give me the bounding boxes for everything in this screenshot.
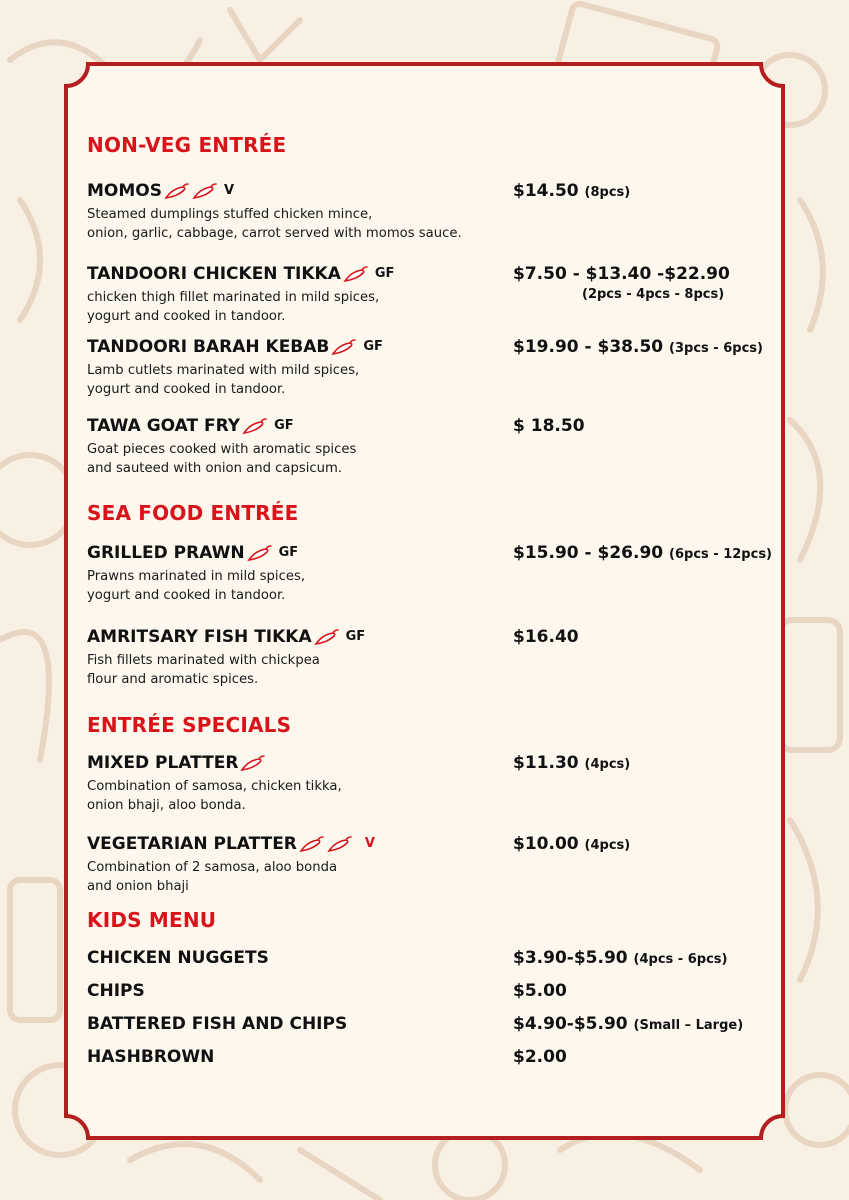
- dietary-tag: GF: [363, 339, 383, 354]
- chili-icon: [331, 337, 357, 357]
- dietary-tag: V: [364, 836, 375, 851]
- item-price: $14.50 (8pcs): [513, 181, 631, 201]
- item-price: $16.40: [513, 627, 579, 647]
- menu-item-hashbrown: [87, 1046, 807, 1068]
- menu-item-amritsary-fish-tikka: [87, 626, 807, 689]
- chili-icon: [242, 416, 268, 436]
- dietary-tag: GF: [278, 545, 299, 560]
- item-price: $5.00: [513, 981, 567, 1001]
- price-note: (4pcs): [584, 838, 631, 853]
- item-name: TANDOORI BARAH KEBAB: [87, 337, 330, 357]
- item-price: $2.00: [513, 1047, 567, 1067]
- item-name: VEGETARIAN PLATTER: [87, 834, 297, 854]
- item-description: Combination of 2 samosa, aloo bonda and onion bhaji: [87, 860, 338, 894]
- section-title-sea-food: SEA FOOD ENTRÉE: [87, 501, 299, 525]
- spice-level: [341, 263, 369, 285]
- spice-level: [245, 542, 273, 564]
- item-name: TANDOORI CHICKEN TIKKA: [87, 264, 341, 284]
- section-title-non-veg: NON-VEG ENTRÉE: [87, 133, 287, 157]
- price-note: (4pcs): [584, 757, 631, 772]
- item-price: $ 18.50: [513, 416, 585, 436]
- spice-level: [238, 752, 266, 774]
- dietary-tag: GF: [374, 266, 395, 281]
- price-note: (6pcs - 12pcs): [669, 547, 772, 562]
- dietary-tag: GF: [274, 418, 294, 433]
- item-description: Lamb cutlets marinated with mild spices, yogurt and cooked in tandoor.: [87, 363, 360, 397]
- chili-icon: [240, 753, 266, 773]
- item-price: $10.00 (4pcs): [513, 834, 631, 854]
- item-description: Steamed dumplings stuffed chicken mince, onion, garlic, cabbage, carrot served with momos sauce.: [87, 207, 462, 241]
- chili-icon: [314, 627, 340, 647]
- spice-level: [240, 415, 268, 437]
- price-note: (3pcs - 6pcs): [669, 341, 763, 356]
- price-note: (Small – Large): [633, 1018, 744, 1033]
- item-price: $4.90-$5.90 (Small – Large): [513, 1014, 744, 1034]
- dietary-tag: V: [223, 183, 235, 198]
- price-note: (2pcs - 4pcs - 8pcs): [582, 287, 725, 302]
- menu-item-mixed-platter: [87, 752, 807, 815]
- spice-level: [297, 833, 353, 855]
- menu-item-chips: [87, 980, 807, 1002]
- item-price: $11.30 (4pcs): [513, 753, 631, 773]
- item-name: MIXED PLATTER: [87, 753, 239, 773]
- item-price: $15.90 - $26.90 (6pcs - 12pcs): [513, 543, 772, 563]
- chili-icon: [192, 181, 218, 201]
- item-price: $3.90-$5.90 (4pcs - 6pcs): [513, 948, 728, 968]
- price-note: (8pcs): [584, 185, 631, 200]
- spice-level: [162, 180, 218, 202]
- item-name: BATTERED FISH AND CHIPS: [87, 1014, 348, 1034]
- item-description: Fish fillets marinated with chickpea flour and aromatic spices.: [87, 653, 320, 687]
- spice-level: [329, 336, 357, 358]
- item-description: chicken thigh fillet marinated in mild spices, yogurt and cooked in tandoor.: [87, 290, 380, 324]
- item-name: HASHBROWN: [87, 1047, 215, 1067]
- chili-icon: [247, 543, 273, 563]
- chili-icon: [299, 834, 325, 854]
- item-name: AMRITSARY FISH TIKKA: [87, 627, 312, 647]
- item-price: $19.90 - $38.50 (3pcs - 6pcs): [513, 337, 763, 357]
- price-note: (4pcs - 6pcs): [633, 952, 728, 967]
- spice-level: [312, 626, 340, 648]
- chili-icon: [327, 834, 353, 854]
- item-description: Combination of samosa, chicken tikka, onion bhaji, aloo bonda.: [87, 779, 342, 813]
- chili-icon: [343, 264, 369, 284]
- item-name: GRILLED PRAWN: [87, 543, 245, 563]
- section-title-kids-menu: KIDS MENU: [87, 908, 217, 932]
- item-description: Goat pieces cooked with aromatic spices and sauteed with onion and capsicum.: [87, 442, 357, 476]
- item-description: Prawns marinated in mild spices, yogurt and cooked in tandoor.: [87, 569, 306, 603]
- menu-item-tawa-goat-fry: [87, 415, 807, 478]
- item-price: $7.50 - $13.40 -$22.90: [513, 264, 730, 284]
- item-name: MOMOS: [87, 181, 162, 201]
- dietary-tag: GF: [345, 629, 366, 644]
- section-title-entree-specials: ENTRÉE SPECIALS: [87, 713, 292, 737]
- menu-item-vegetarian-platter: [87, 833, 807, 896]
- menu-item-momos: [87, 180, 807, 243]
- chili-icon: [164, 181, 190, 201]
- item-name: CHICKEN NUGGETS: [87, 948, 269, 968]
- item-name: TAWA GOAT FRY: [87, 416, 241, 436]
- item-name: CHIPS: [87, 981, 145, 1001]
